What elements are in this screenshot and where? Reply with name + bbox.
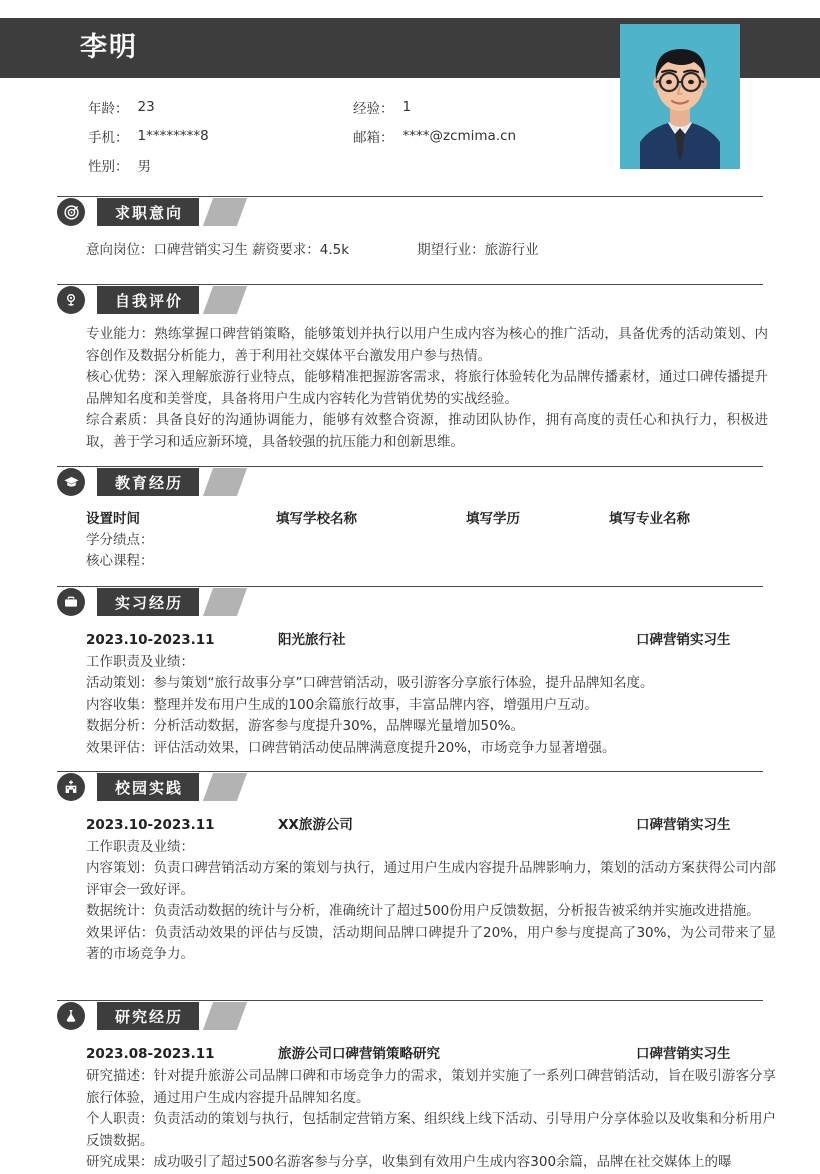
section-header — [0, 586, 820, 616]
intent-position — [86, 240, 349, 261]
internship-item: 内容收集：整理并发布用户生成的100余篇旅行故事，丰富品牌内容，增强用户互动。 — [86, 696, 598, 713]
internship-subtitle: 工作职责及业绩： — [86, 654, 194, 670]
contact-row — [88, 150, 608, 179]
portrait-illustration — [620, 24, 740, 169]
campus-role: 口碑营销实习生 — [636, 817, 731, 833]
self-eval-paragraph: 核心优势：深入理解旅游行业特点，能够精准把握游客需求，将旅行体验转化为品牌传播素材，通过口碑传播提升品牌知名度和美誉度，具备将用户生成内容转化为营销优势的实战经验。 — [86, 369, 768, 407]
contact-label: 性别： — [88, 158, 129, 175]
contact-row — [88, 92, 608, 121]
section-education — [0, 466, 820, 569]
research-role: 口碑营销实习生 — [636, 1046, 731, 1062]
graduation-cap-icon — [57, 468, 85, 496]
contact-value: 23 — [137, 98, 155, 115]
section-campus-practice — [0, 771, 820, 962]
intent-row — [86, 240, 776, 261]
contact-email — [353, 126, 516, 146]
target-icon — [57, 198, 85, 226]
candidate-name: 李明 — [80, 32, 138, 63]
section-body — [86, 628, 776, 759]
section-title: 实习经历 — [97, 588, 199, 616]
contact-gender — [88, 155, 353, 175]
internship-item: 效果评估：评估活动效果，口碑营销活动使品牌满意度提升20%，市场竞争力显著增强。 — [86, 739, 616, 756]
intent-salary-value: 4.5k — [319, 242, 350, 258]
campus-subtitle: 工作职责及业绩： — [86, 839, 194, 855]
section-job-intent — [0, 196, 820, 258]
self-eval-paragraph: 专业能力：熟练掌握口碑营销策略，能够策划并执行以用户生成内容为核心的推广活动，具备优秀的活动策划、内容创作及数据分析能力，善于利用社交媒体平台激发用户参与热情。 — [86, 326, 768, 364]
internship-entry-header — [86, 628, 776, 652]
internship-item: 数据分析：分析活动数据，游客参与度提升30%，品牌曝光量增加50%。 — [86, 718, 525, 734]
intent-position-label: 意向岗位： — [86, 242, 154, 258]
section-title: 教育经历 — [97, 468, 199, 496]
contact-value: 1 — [402, 98, 412, 115]
section-header — [0, 284, 820, 314]
contact-label: 经验： — [353, 100, 394, 117]
section-research — [0, 1000, 820, 1170]
contact-value: 男 — [137, 158, 151, 175]
intent-industry-label: 期望行业： — [417, 242, 485, 258]
medal-icon — [57, 286, 85, 314]
contact-age — [88, 97, 353, 117]
section-header — [0, 771, 820, 801]
intent-position-value: 口碑营销实习生 — [153, 242, 248, 258]
education-column-school: 填写学校名称 — [276, 511, 357, 527]
section-accent — [203, 198, 247, 226]
intent-salary-label: 薪资要求： — [252, 242, 320, 258]
flask-icon — [57, 1002, 85, 1030]
section-accent — [203, 1002, 247, 1030]
campus-item: 效果评估：负责活动效果的评估与反馈，活动期间品牌口碑提升了20%，用户参与度提高了30%，为公司带来了显著的市场竞争力。 — [86, 924, 776, 962]
section-header — [0, 1000, 820, 1030]
education-columns — [86, 508, 776, 530]
section-accent — [203, 286, 247, 314]
education-column-major: 填写专业名称 — [609, 511, 690, 527]
section-title: 求职意向 — [97, 198, 199, 226]
contact-label: 手机： — [88, 129, 129, 146]
internship-role: 口碑营销实习生 — [636, 632, 731, 648]
campus-item: 内容策划：负责口碑营销活动方案的策划与执行，通过用户生成内容提升品牌影响力，策划的活动方案获得公司内部评审会一致好评。 — [86, 860, 776, 898]
section-accent — [203, 468, 247, 496]
internship-item: 活动策划：参与策划“旅行故事分享”口碑营销活动，吸引游客分享旅行体验，提升品牌知名度。 — [86, 675, 654, 691]
intent-industry-value: 旅游行业 — [484, 242, 539, 258]
contact-value: ****@zcmima.cn — [402, 127, 517, 144]
section-internship — [0, 586, 820, 756]
research-entry-header — [86, 1042, 776, 1066]
education-column-time: 设置时间 — [86, 511, 140, 527]
education-courses: 核心课程： — [86, 553, 154, 569]
research-item: 个人职责：负责活动的策划与执行，包括制定营销方案、组织线上线下活动、引导用户分享体验以及收集和分析用户反馈数据。 — [86, 1111, 776, 1149]
campus-entry-header — [86, 813, 776, 837]
contact-row — [88, 121, 608, 150]
section-title: 自我评价 — [97, 286, 199, 314]
contact-label: 邮箱： — [353, 129, 394, 146]
section-body — [86, 508, 776, 572]
section-self-evaluation — [0, 284, 820, 450]
research-item: 研究成果：成功吸引了超过500名游客参与分享，收集到有效用户生成内容300余篇，品牌在社交媒体上的曝 — [86, 1154, 732, 1170]
avatar — [620, 24, 740, 169]
campus-building-icon — [57, 773, 85, 801]
section-body — [86, 240, 776, 261]
research-item: 研究描述：针对提升旅游公司品牌口碑和市场竞争力的需求，策划并实施了一系列口碑营销活动，旨在吸引游客分享旅行体验，通过用户生成内容提升品牌知名度。 — [86, 1068, 776, 1106]
contact-experience — [353, 97, 411, 117]
section-body — [86, 813, 776, 966]
section-body — [86, 1042, 776, 1174]
section-header — [0, 196, 820, 226]
section-title: 校园实践 — [97, 773, 199, 801]
section-header — [0, 466, 820, 496]
section-accent — [203, 773, 247, 801]
section-title: 研究经历 — [97, 1002, 199, 1030]
intent-industry — [417, 240, 539, 261]
contact-value: 1********8 — [137, 127, 209, 144]
briefcase-icon — [57, 588, 85, 616]
education-column-degree: 填写学历 — [466, 511, 520, 527]
campus-item: 数据统计：负责活动数据的统计与分析，准确统计了超过500份用户反馈数据，分析报告被采纳并实施改进措施。 — [86, 903, 760, 919]
contact-phone — [88, 126, 353, 146]
research-topic: 旅游公司口碑营销策略研究 — [278, 1046, 440, 1062]
section-body — [86, 324, 768, 453]
education-gpa: 学分绩点： — [86, 532, 154, 548]
campus-organization: XX旅游公司 — [278, 817, 353, 833]
campus-date: 2023.10-2023.11 — [86, 817, 215, 833]
internship-date: 2023.10-2023.11 — [86, 632, 215, 648]
self-eval-paragraph: 综合素质：具备良好的沟通协调能力，能够有效整合资源，推动团队协作，拥有高度的责任心和执行力，积极进取，善于学习和适应新环境，具备较强的抗压能力和创新思维。 — [86, 412, 768, 450]
contact-label: 年龄： — [88, 100, 129, 117]
research-date: 2023.08-2023.11 — [86, 1046, 215, 1062]
section-accent — [203, 588, 247, 616]
internship-organization: 阳光旅行社 — [278, 632, 346, 648]
contact-info — [88, 92, 608, 179]
